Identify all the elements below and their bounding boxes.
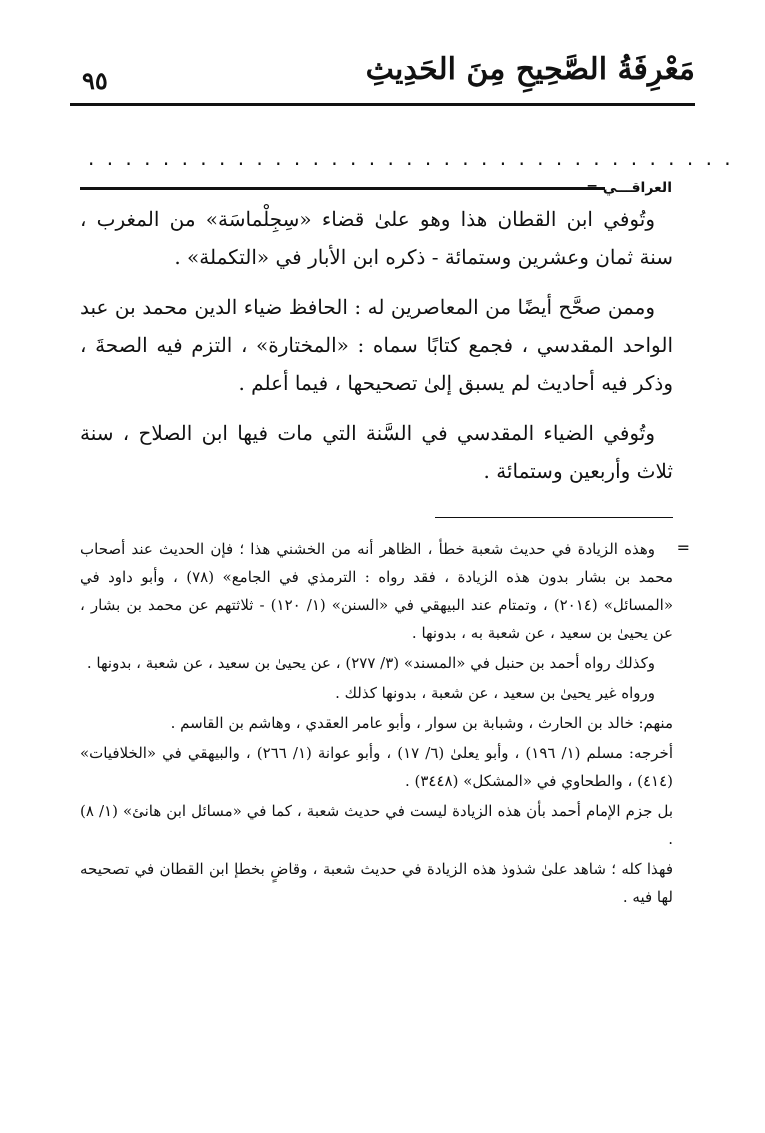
main-paragraph: وممن صحَّح أيضًا من المعاصرين له : الحافظ ضياء الدين محمد بن عبد الواحد المقدسي ، فجمع كتابًا سماه : «المختارة» ، التزم فيه الصحةَ ، وذكر فيه أحاديث لم يسبق إلىٰ تصحيحها ، فيما أعلم . [80,295,673,395]
footnote-paragraph: منهم: خالد بن الحارث ، وشبابة بن سوار ، وأبو عامر العقدي ، وهاشم بن القاسم . [170,714,673,732]
commentator-label: العراقـــي = [586,180,672,196]
footnote-paragraph: وكذلك رواه أحمد بن حنبل في «المسند» (٣/ ٢٧٧) ، عن يحيىٰ بن سعيد ، عن شعبة ، بدونها . [86,654,655,672]
running-title: مَعْرِفَةُ الصَّحِيحِ مِنَ الحَدِيثِ [365,52,695,87]
page-number: ٩٥ [82,66,108,95]
page-header [70,52,695,102]
footnote-rule [435,517,673,518]
footnotes [80,535,673,913]
separator-dots: . . . . . . . . . . . . . . . . . . . . . . . . . . . . . . . . . . . [88,146,734,170]
footnote-paragraph: فهذا كله ؛ شاهد علىٰ شذوذ هذه الزيادة في حديث شعبة ، وقاضٍ بخطإ ابن القطان في تصحيحه لها فيه . [80,860,673,906]
header-rule [70,103,695,106]
footnote-paragraph: وهذه الزيادة في حديث شعبة خطأ ، الظاهر أنه من الخشني هذا ؛ فإن الحديث عند أصحاب محمد بن بشار بدون هذه الزيادة ، فقد رواه : الترمذي في الجامع» (٧٨) ، وأبو داود في «المسائل» (٢٠١٤) ، وتمتام عند البيهقي في «السنن» (١/ ١٢٠) - ثلاثتهم عن محمد بن بشار ، عن يحيىٰ بن سعيد ، عن شعبة به ، بدونها . [80,540,674,642]
footnote-paragraph: أخرجه: مسلم (١/ ١٩٦) ، وأبو يعلىٰ (٦/ ١٧) ، وأبو عوانة (١/ ٢٦٦) ، والبيهقي في «الخلافيات» (٤١٤) ، والطحاوي في «المشكل» (٣٤٤٨) . [80,744,673,790]
commentator-rule [80,187,605,190]
main-text [80,200,673,502]
footnote-paragraph: بل جزم الإمام أحمد بأن هذه الزيادة ليست في حديث شعبة ، كما في «مسائل ابن هانئ» (١/ ٨) . [80,802,673,848]
footnote-continuation-marker: = [676,538,690,557]
main-paragraph: وتُوفي ابن القطان هذا وهو علىٰ قضاء «سِجِلْماسَة» من المغرب ، سنة ثمان وعشرين وستمائة - ذكره ابن الأبار في «التكملة» . [80,207,673,269]
main-paragraph: وتُوفي الضياء المقدسي في السَّنة التي مات فيها ابن الصلاح ، سنة ثلاث وأربعين وستمائة . [80,421,673,483]
footnote-paragraph: ورواه غير يحيىٰ بن سعيد ، عن شعبة ، بدونها كذلك . [335,684,655,702]
